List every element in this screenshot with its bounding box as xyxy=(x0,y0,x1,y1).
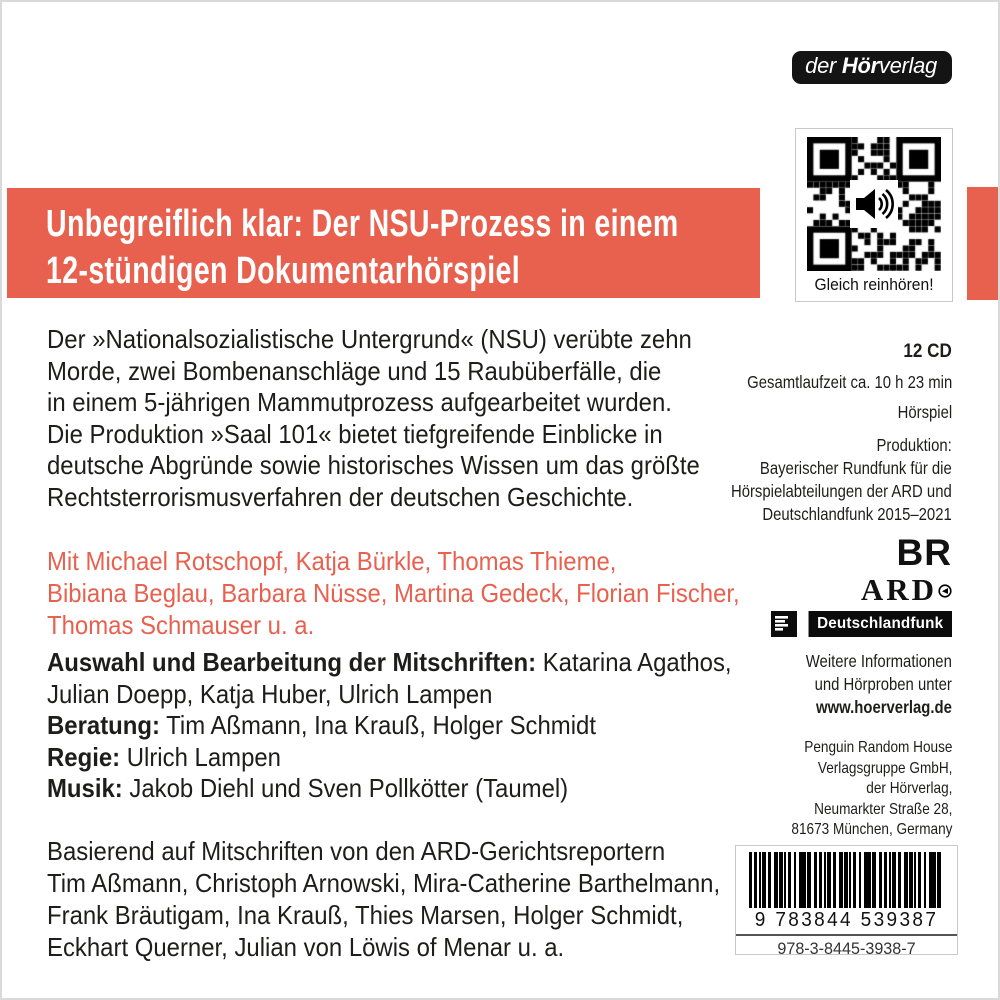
publisher-logo-word1: der xyxy=(805,53,842,78)
deutschlandfunk-logo xyxy=(771,611,952,637)
credits-line xyxy=(47,679,732,711)
credits-value: Tim Aßmann, Ina Krauß, Holger Schmidt xyxy=(159,710,597,740)
address-line: Penguin Random House xyxy=(803,739,952,756)
credits-label: Musik: xyxy=(47,773,123,803)
info-line: und Hörproben unter xyxy=(814,674,952,694)
barcode-bars xyxy=(749,852,944,908)
publisher-logo xyxy=(792,51,952,84)
credits-value: Ulrich Lampen xyxy=(120,741,281,772)
format-label: 12 CD xyxy=(903,341,952,362)
cast-line: Thomas Schmauser u. a. xyxy=(47,610,315,640)
ard-mark-icon xyxy=(938,570,952,606)
credits-block xyxy=(47,647,732,805)
ard-logo-text: ARD xyxy=(860,572,937,607)
address-line: Verlagsgruppe GmbH, xyxy=(817,759,952,777)
address-line: der Hörverlag, xyxy=(865,780,952,797)
production-line: Hörspielabteilungen der ARD und xyxy=(731,481,952,501)
credits-label: Auswahl und Bearbeitung der Mitschriften: xyxy=(47,647,537,677)
credits-line xyxy=(47,647,732,679)
based-on-paragraph xyxy=(47,835,720,963)
description-line: Der »Nationalsozialistische Untergrund« (NSU) verübte zehn xyxy=(47,324,692,354)
production-line: Deutschlandfunk 2015–2021 xyxy=(762,504,952,524)
speaker-icon xyxy=(850,180,898,228)
br-logo: BR xyxy=(896,532,952,573)
description-line: Morde, zwei Bombenanschläge und 15 Raubüberfälle, die xyxy=(47,355,662,386)
production-line: Bayerischer Rundfunk für die xyxy=(760,458,952,478)
description-line: in einem 5-jährigen Mammutprozess aufgearbeitet wurden. xyxy=(47,387,672,417)
isbn-text: 978-3-8445-3938-7 xyxy=(777,939,916,958)
duration-label: Gesamtlaufzeit ca. 10 h 23 min xyxy=(746,372,952,392)
based-on-line: Tim Aßmann, Christoph Arnowski, Mira-Catherine Barthelmann, xyxy=(47,868,721,898)
based-on-line: Basierend auf Mitschriften von den ARD-Gerichtsreportern xyxy=(47,836,666,866)
publisher-logo-word2-bold: Hör xyxy=(841,53,879,78)
title-banner xyxy=(7,188,760,298)
production-block xyxy=(731,434,952,526)
deutschlandfunk-label: Deutschlandfunk xyxy=(809,611,952,637)
barcode xyxy=(735,845,958,958)
cast-line: Mit Michael Rotschopf, Katja Bürkle, Thomas Thieme, xyxy=(47,546,617,576)
address-line: 81673 München, Germany xyxy=(790,821,952,838)
description-line: deutsche Abgründe sowie historisches Wissen um das größte xyxy=(47,450,700,480)
credits-line xyxy=(47,710,732,742)
credits-value: Katarina Agathos, xyxy=(536,647,732,677)
title-line-1: Unbegreiflich klar: Der NSU-Prozess in einem xyxy=(46,203,679,245)
info-block xyxy=(806,650,952,719)
description-line: Die Produktion »Saal 101« bietet tiefgreifende Einblicke in xyxy=(47,418,663,449)
description-paragraph xyxy=(47,324,700,513)
description-line: Rechtsterrorismusverfahren der deutschen Geschichte. xyxy=(47,481,634,512)
credits-line xyxy=(47,773,732,805)
genre-label: Hörspiel xyxy=(897,402,952,422)
based-on-line: Frank Bräutigam, Ina Krauß, Thies Marsen, Holger Schmidt, xyxy=(47,900,684,930)
website-text: www.hoerverlag.de xyxy=(816,697,952,717)
qr-code xyxy=(807,137,941,271)
production-line: Produktion: xyxy=(876,435,952,455)
based-on-line: Eckhart Querner, Julian von Löwis of Menar u. a. xyxy=(47,932,565,962)
cast-list xyxy=(47,545,740,641)
ard-logo xyxy=(861,572,952,608)
barcode-digits: 9 783844 539387 xyxy=(754,909,939,931)
publisher-logo-word2-rest: verlag xyxy=(878,53,937,78)
credits-label: Beratung: xyxy=(47,710,160,740)
credits-label: Regie: xyxy=(47,741,121,772)
address-block xyxy=(791,738,952,841)
red-edge-strip xyxy=(967,187,998,300)
credits-line xyxy=(47,742,732,774)
cast-line: Bibiana Beglau, Barbara Nüsse, Martina Gedeck, Florian Fischer, xyxy=(47,578,740,608)
address-line: Neumarkter Straße 28, xyxy=(813,800,952,818)
credits-value: Jakob Diehl und Sven Pollkötter (Taumel) xyxy=(122,773,569,803)
title-line-2: 12-stündigen Dokumentarhörspiel xyxy=(46,250,521,292)
info-line: Weitere Informationen xyxy=(805,651,952,671)
qr-caption: Gleich reinhören! xyxy=(814,275,934,294)
qr-box xyxy=(795,128,953,302)
credits-value: Julian Doepp, Katja Huber, Ulrich Lampen xyxy=(47,678,493,709)
deutschlandfunk-icon xyxy=(771,611,797,637)
